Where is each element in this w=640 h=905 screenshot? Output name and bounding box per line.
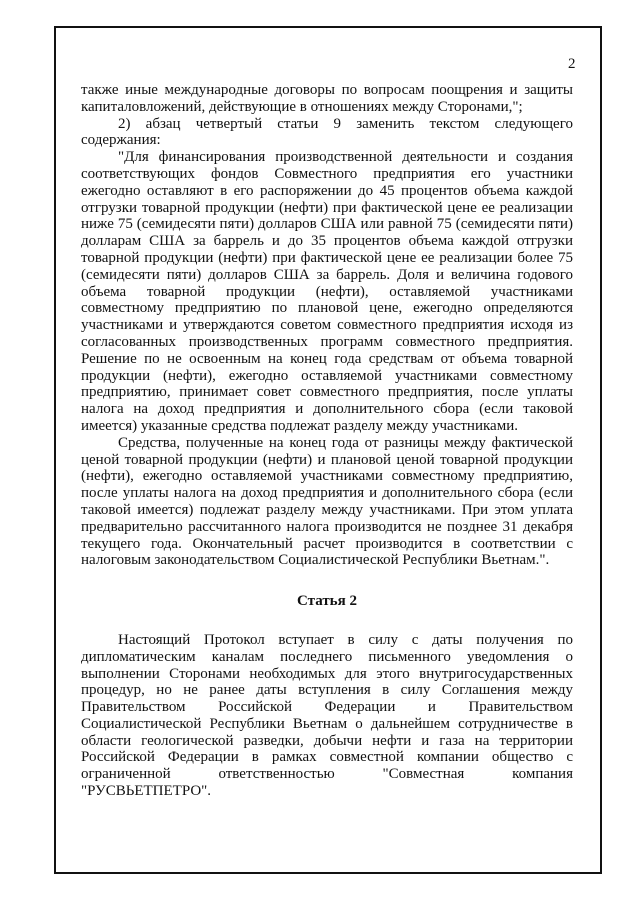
intro-continuation: также иные международные договоры по вопросам поощрения и защиты капиталовложений, действующие в отношениях между Сторонами,";	[81, 82, 573, 115]
page-number: 2	[568, 56, 576, 72]
article-2-heading: Статья 2	[297, 593, 357, 610]
document-body	[81, 82, 573, 800]
article-2-text: Настоящий Протокол вступает в силу с даты получения по дипломатическим каналам последнего письменного уведомления о выполнении Сторонами необходимых для этого внутригосударственных процедур, но не ранее даты вступления в силу Соглашения между Правительством Российской Федерации и Правительством Социалистической Республики Вьетнам о дальнейшем сотрудничестве в области геологической разведки, добычи нефти и газа на территории Российской Федерации в рамках совместной компании общество с ограниченной ответственностью "Совместная компания "РУСВЬЕТПЕТРО".	[81, 631, 573, 800]
quoted-paragraph-1: "Для финансирования производственной деятельности и создания соответствующих фондов Совместного предприятия его участники ежегодно оставляют в его распоряжении до 45 процентов объема каждой отгрузки товарной продукции (нефти) при фактической цене ее реализации ниже 75 (семидесяти пяти) долларов США или равной 75 (семидесяти пяти) долларам США за баррель и до 35 процентов объема каждой отгрузки товарной продукции (нефти) при фактической цене ее реализации более 75 (семидесяти пяти) долларов США за баррель. Доля и величина годового объема товарной продукции (нефти), оставляемой участниками совместному предприятию по плановой цене, ежегодно определяются участниками и утверждаются советом совместного предприятия исходя из согласованных производственных программ совместного предприятия. Решение по не освоенным на конец года средствам от объема товарной продукции (нефти), ежегодно оставляемой участниками совместному предприятию, принимает совет совместного предприятия, после уплаты налога на доход предприятия и дополнительного сбора (если таковой имеется) указанные средства подлежат разделу между участниками.	[81, 149, 573, 434]
amendment-item-2: 2) абзац четвертый статьи 9 заменить текстом следующего содержания:	[81, 115, 573, 149]
quoted-paragraph-2: Средства, полученные на конец года от разницы между фактической ценой товарной продукции (нефти) и плановой ценой товарной продукции (нефти), ежегодно оставляемой участниками совместному предприятию, после уплаты налога на доход предприятия и дополнительного сбора (если таковой имеется) подлежат разделу между участниками. При этом уплата предварительно рассчитанного налога производится не позднее 31 декабря текущего года. Окончательный расчет производится в соответствии с налоговым законодательством Социалистической Республики Вьетнам.".	[81, 434, 573, 569]
